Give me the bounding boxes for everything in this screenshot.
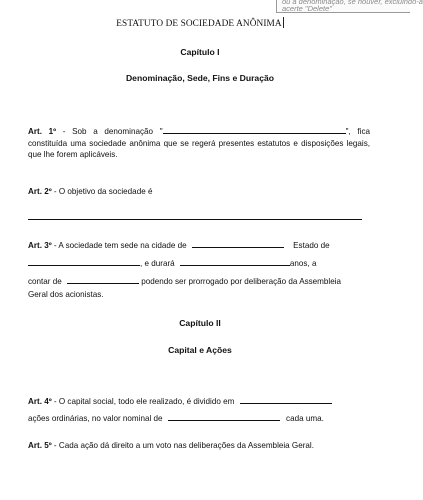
article-2 [28, 186, 370, 198]
chapter-1-title: Denominação, Sede, Fins e Duração [125, 73, 275, 83]
article-3-line-4: Geral dos acionistas. [28, 290, 104, 299]
article-3-text-f: podendo ser prorrogado por deliberação da Assembleia [141, 277, 342, 286]
article-3-line-3 [28, 277, 341, 286]
document-title-text: ESTATUTO DE SOCIEDADE ANÔNIMA [116, 19, 282, 29]
article-3-text-c: , e durará [140, 259, 175, 268]
article-1-text-b: ", fica constituída uma sociedade anônima que se regerá presentes estatutos e disposições legais, que lhe forem aplicáveis. [28, 127, 370, 160]
comment-line-1: ou a denominação, se houver, excluindo-a [282, 0, 423, 6]
article-1 [28, 126, 370, 161]
article-3-text-a: - A sociedade tem sede na cidade de [51, 241, 187, 250]
article-4-label: Art. 4º [28, 397, 52, 406]
chapter-2-heading: Capítulo II [179, 318, 221, 328]
article-4-text-c: cada uma. [286, 414, 324, 423]
chapter-2-title: Capital e Ações [168, 345, 232, 355]
article-1-blank[interactable] [163, 133, 346, 134]
article-5-text: - Cada ação dá direito a um voto nas deliberações da Assembleia Geral. [51, 441, 314, 450]
article-4-value-blank[interactable] [168, 420, 280, 421]
article-4-line-2 [28, 414, 324, 423]
article-1-label: Art. 1º [28, 127, 57, 136]
article-3-text-b: Estado de [293, 241, 330, 250]
article-3-line-2 [28, 259, 316, 268]
article-3-line-1 [28, 241, 370, 250]
article-5 [28, 441, 314, 450]
text-cursor [283, 17, 284, 28]
chapter-1-heading: Capítulo I [180, 47, 220, 57]
document-title[interactable] [0, 17, 400, 29]
article-5-label: Art. 5º [28, 441, 52, 450]
article-2-label: Art. 2º [28, 187, 52, 196]
article-3-label: Art. 3º [28, 241, 52, 250]
article-4-shares-blank[interactable] [240, 403, 332, 404]
article-2-blank[interactable] [28, 219, 362, 220]
comment-balloon [276, 0, 423, 13]
article-3-state-blank[interactable] [28, 265, 140, 266]
comment-line-2: acerte "Delete" [282, 4, 332, 13]
article-3-date-blank[interactable] [67, 283, 139, 284]
article-4-text-b: ações ordinárias, no valor nominal de [28, 414, 163, 423]
article-1-text-a: - Sob a denominação " [56, 127, 163, 136]
article-2-text: - O objetivo da sociedade é [51, 187, 153, 196]
article-3-text-e: contar de [28, 277, 62, 286]
article-3-city-blank[interactable] [192, 247, 284, 248]
article-4-line-1 [28, 397, 332, 406]
article-3-text-d: anos, a [289, 259, 317, 268]
article-4-text-a: - O capital social, todo ele realizado, é dividido em [51, 397, 235, 406]
article-3-years-blank[interactable] [180, 265, 290, 266]
